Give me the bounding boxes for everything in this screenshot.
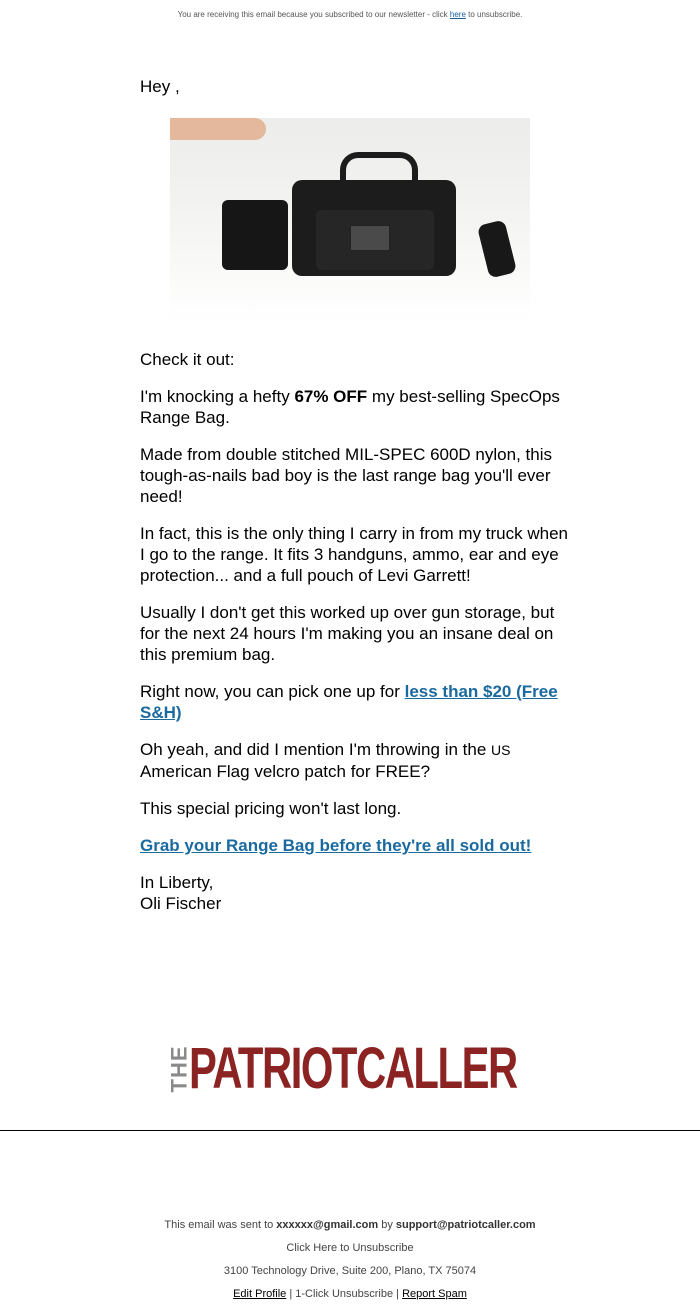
us-flag-emoji: US (491, 742, 511, 758)
paragraph-discount (140, 386, 570, 428)
discount-text: I'm knocking a hefty (140, 387, 295, 406)
footer-divider (0, 1130, 700, 1131)
product-image-range-bag[interactable] (170, 118, 530, 323)
discount-bold: 67% OFF (294, 387, 368, 406)
patch-text: Oh yeah, and did I mention I'm throwing in the (140, 740, 491, 759)
preheader-text: You are receiving this email because you subscribed to our newsletter - click (177, 10, 450, 19)
pouch-shape (222, 200, 288, 270)
footer (0, 1214, 700, 1306)
intro-text: Check it out: (140, 350, 235, 369)
flag-patch-icon (350, 225, 390, 251)
price-text: Right now, you can pick one up for (140, 682, 405, 701)
paragraph-patch (140, 739, 570, 782)
footer-unsubscribe-link[interactable]: Click Here to Unsubscribe (286, 1242, 414, 1254)
price-link[interactable]: less than $20 (Free S&H) (140, 682, 558, 722)
footer-address: 3100 Technology Drive, Suite 200, Plano, TX 75074 (223, 1265, 477, 1277)
signature-name: Oli Fischer (140, 894, 222, 913)
one-click-unsubscribe-link[interactable]: 1-Click Unsubscribe (295, 1288, 394, 1300)
magazine-pouch-shape (477, 219, 517, 278)
email-body (140, 76, 570, 930)
cta-link[interactable]: Grab your Range Bag before they're all sold out! (140, 836, 532, 855)
paragraph-urgency: This special pricing won't last long. (140, 799, 402, 818)
sent-to-line (0, 1214, 700, 1237)
paragraph-price (140, 681, 570, 723)
discount-text-end: my best-selling SpecOps Range Bag. (140, 387, 560, 427)
signoff-text: In Liberty, (140, 873, 214, 892)
separator: | (393, 1288, 403, 1300)
logo-prefix: THE (166, 1045, 192, 1092)
report-spam-link[interactable]: Report Spam (402, 1288, 467, 1300)
edit-profile-link[interactable]: Edit Profile (233, 1288, 287, 1300)
paragraph-deal: Usually I don't get this worked up over gun storage, but for the next 24 hours I'm making you an insane deal on this premium bag. (140, 603, 555, 664)
separator: | (286, 1288, 296, 1300)
logo-wordmark: PATRIOTCALLER (188, 1036, 517, 1101)
patriot-caller-logo[interactable] (0, 1035, 700, 1101)
greeting: Hey , (140, 77, 180, 96)
sent-prefix: This email was sent to (164, 1219, 277, 1231)
paragraph-usage: In fact, this is the only thing I carry in from my truck when I go to the range. It fits 3 handguns, ammo, ear and eye protection... and a full pouch of Levi Garrett! (140, 524, 568, 585)
patch-text-end: American Flag velcro patch for FREE? (140, 762, 431, 781)
signoff (140, 872, 570, 914)
unsubscribe-here-link[interactable]: here (449, 10, 466, 19)
hand-shape (170, 118, 266, 140)
recipient-email: xxxxxx@gmail.com (276, 1219, 379, 1231)
preheader-text-end: to unsubscribe. (465, 10, 523, 19)
sender-email: support@patriotcaller.com (395, 1219, 536, 1231)
sent-by: by (378, 1219, 396, 1231)
paragraph-cta (140, 835, 570, 856)
paragraph-material: Made from double stitched MIL-SPEC 600D nylon, this tough-as-nails bad boy is the last range bag you'll ever need! (140, 445, 552, 506)
preheader (0, 10, 700, 19)
